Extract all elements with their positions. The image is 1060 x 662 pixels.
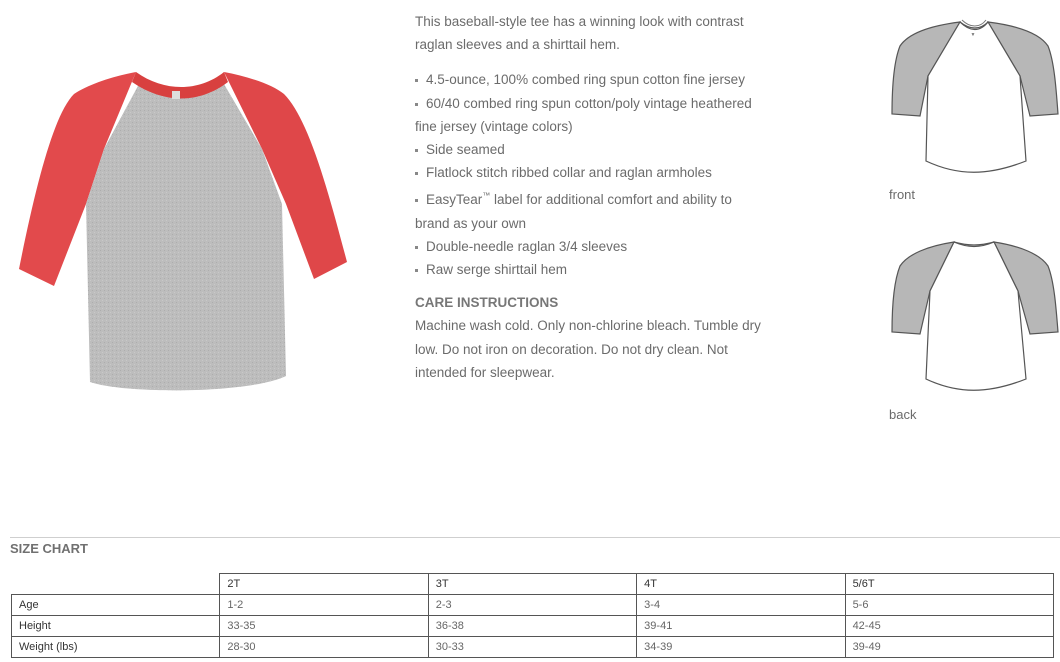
table-row bbox=[12, 595, 1054, 616]
care-instructions-text: Machine wash cold. Only non-chlorine bleach. Tumble dry low. Do not iron on decoration. Do not dry clean. Not intended for sleepwear. bbox=[415, 318, 761, 380]
row-label: Age bbox=[12, 595, 220, 616]
row-label: Weight (lbs) bbox=[12, 637, 220, 658]
feature-item: Raw serge shirttail hem bbox=[415, 258, 765, 281]
size-column-header: 3T bbox=[428, 574, 636, 595]
empty-corner-cell bbox=[12, 574, 220, 595]
table-cell: 39-49 bbox=[845, 637, 1053, 658]
size-chart-table bbox=[11, 573, 1054, 658]
table-cell: 5-6 bbox=[845, 595, 1053, 616]
table-cell: 34-39 bbox=[637, 637, 845, 658]
product-photo bbox=[14, 64, 354, 399]
feature-item: 4.5-ounce, 100% combed ring spun cotton fine jersey bbox=[415, 68, 765, 91]
easytear-name: EasyTear bbox=[426, 192, 483, 208]
table-cell: 3-4 bbox=[637, 595, 845, 616]
size-column-header: 2T bbox=[220, 574, 428, 595]
product-description bbox=[415, 10, 765, 384]
table-cell: 39-41 bbox=[637, 616, 845, 637]
table-cell: 2-3 bbox=[428, 595, 636, 616]
back-label: back bbox=[889, 407, 917, 422]
back-diagram bbox=[888, 236, 1060, 396]
feature-item: Double-needle raglan 3/4 sleeves bbox=[415, 235, 765, 258]
size-column-header: 4T bbox=[637, 574, 845, 595]
feature-list bbox=[415, 68, 765, 281]
section-divider bbox=[10, 537, 1060, 538]
table-row bbox=[12, 637, 1054, 658]
table-cell: 30-33 bbox=[428, 637, 636, 658]
size-header-row bbox=[12, 574, 1054, 595]
front-diagram bbox=[888, 16, 1060, 176]
size-column-header: 5/6T bbox=[845, 574, 1053, 595]
svg-text:▼: ▼ bbox=[970, 32, 976, 38]
table-cell: 1-2 bbox=[220, 595, 428, 616]
front-label: front bbox=[889, 187, 916, 202]
care-instructions-title: CARE INSTRUCTIONS bbox=[415, 295, 559, 311]
table-row bbox=[12, 616, 1054, 637]
table-cell: 28-30 bbox=[220, 637, 428, 658]
product-intro: This baseball-style tee has a winning look with contrast raglan sleeves and a shirttail hem. bbox=[415, 14, 744, 53]
feature-item: Flatlock stitch ribbed collar and raglan armholes bbox=[415, 161, 765, 184]
feature-item: Side seamed bbox=[415, 138, 765, 161]
table-cell: 42-45 bbox=[845, 616, 1053, 637]
table-cell: 36-38 bbox=[428, 616, 636, 637]
size-chart-title: SIZE CHART bbox=[10, 541, 88, 556]
easytear-text: label for additional comfort and ability to brand as your own bbox=[415, 192, 732, 231]
feature-item-easytear bbox=[415, 188, 765, 234]
trademark-symbol: ™ bbox=[482, 191, 491, 201]
table-cell: 33-35 bbox=[220, 616, 428, 637]
row-label: Height bbox=[12, 616, 220, 637]
feature-item: 60/40 combed ring spun cotton/poly vintage heathered fine jersey (vintage colors) bbox=[415, 92, 765, 138]
